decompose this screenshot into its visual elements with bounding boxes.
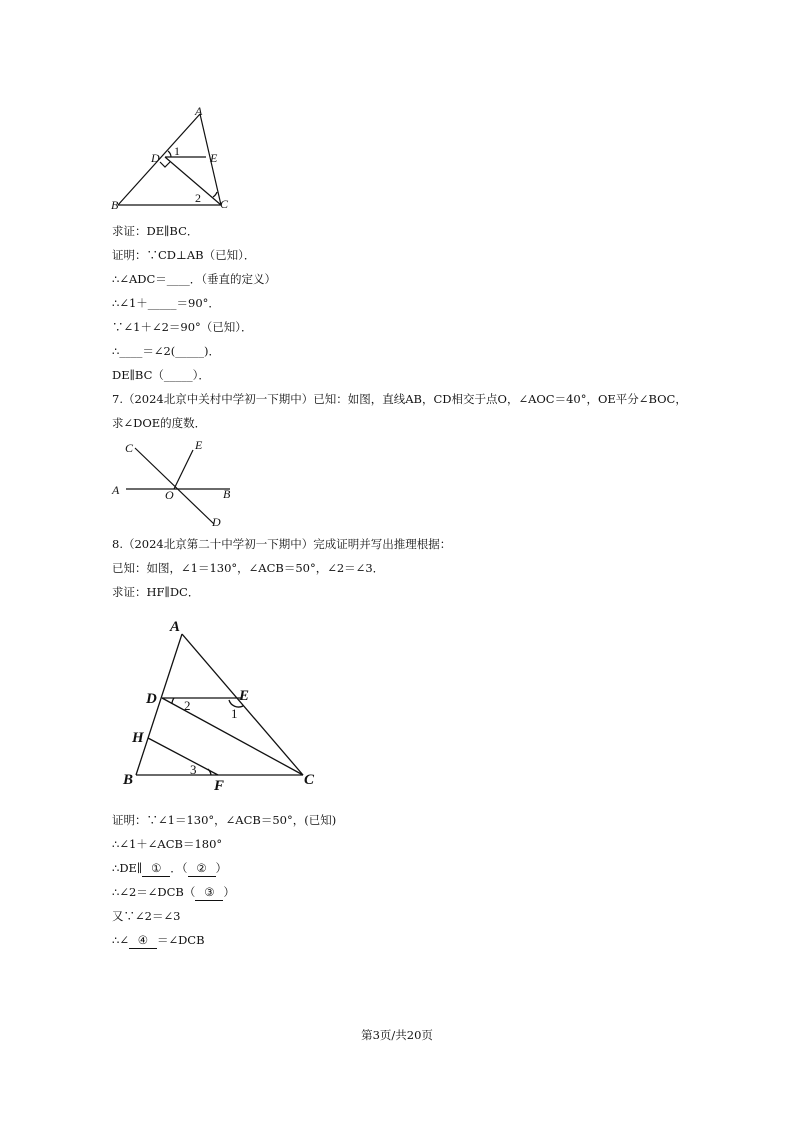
label-angle-2: 2 <box>184 698 191 713</box>
question-8-line-1: 8.（2024北京第二十中学初一下期中）完成证明并写出推理根据： <box>112 537 452 551</box>
label-d: D <box>151 151 160 165</box>
label-a: A <box>112 483 120 497</box>
label-f: F <box>214 778 225 794</box>
blank-1[interactable]: ① <box>142 860 170 877</box>
label-angle-2: 2 <box>195 191 201 205</box>
question-7-line-2: 求∠DOE的度数． <box>112 416 207 430</box>
question-7-line-1: 7.（2024北京中关村中学初一下期中）已知：如图，直线AB，CD相交于点O，∠AOC＝40°，OE平分∠BOC， <box>112 392 687 406</box>
proof8-line-2: ∴∠1＋∠ACB＝180° <box>112 837 223 851</box>
proof8-line-6 <box>112 932 205 949</box>
figure-triangle-abc <box>108 104 238 216</box>
figure-intersecting-lines <box>108 436 248 532</box>
label-e: E <box>239 688 250 704</box>
proof8-line-3 <box>112 860 227 877</box>
proof-line-1: 证明：∵CD⊥AB（已知）． <box>112 248 256 262</box>
proof-line-4: ∵∠1＋∠2＝90°（已知）． <box>112 320 253 334</box>
question-8-line-3: 求证：HF∥DC． <box>112 585 200 599</box>
proof8-line-3-mid: ．（ <box>170 861 188 875</box>
proof8-line-1: 证明：∵∠1＝130°，∠ACB＝50°，(已知) <box>112 813 337 827</box>
proof-line-5: ∴____＝∠2(_____)． <box>112 344 220 358</box>
label-e: E <box>195 438 203 452</box>
proof8-line-4 <box>112 884 235 901</box>
proof8-line-4-pre: ∴∠2＝∠DCB（ <box>112 885 196 899</box>
proof-line-3: ∴∠1＋_____＝90°． <box>112 296 220 310</box>
proof8-line-5: 又∵∠2＝∠3 <box>112 909 181 923</box>
label-d: D <box>212 515 221 529</box>
figure-triangle-hf-dc <box>118 614 328 794</box>
label-a: A <box>170 619 181 635</box>
label-b: B <box>111 198 119 212</box>
label-o: O <box>165 488 174 502</box>
label-d: D <box>146 691 157 707</box>
proof8-line-3-pre: ∴DE∥ <box>112 861 143 875</box>
label-angle-1: 1 <box>231 706 238 721</box>
page-footer: 第3页/共20页 <box>361 1028 433 1042</box>
label-b: B <box>123 772 134 788</box>
label-c: C <box>220 197 229 211</box>
question-8-line-2: 已知：如图，∠1＝130°，∠ACB＝50°，∠2＝∠3． <box>112 561 385 575</box>
label-c: C <box>125 441 134 455</box>
label-angle-1: 1 <box>174 144 180 158</box>
prove-statement: 求证：DE∥BC． <box>112 224 199 238</box>
label-h: H <box>132 730 144 746</box>
blank-2[interactable]: ② <box>188 860 216 877</box>
blank-4[interactable]: ④ <box>129 932 157 949</box>
proof8-line-4-post: ） <box>223 885 235 899</box>
proof8-line-6-pre: ∴∠ <box>112 933 129 947</box>
label-b: B <box>223 487 231 501</box>
blank-3[interactable]: ③ <box>195 884 223 901</box>
label-a: A <box>195 104 203 118</box>
proof8-line-3-post: ） <box>215 861 227 875</box>
proof-line-2: ∴∠ADC＝____．（垂直的定义） <box>112 272 277 286</box>
label-angle-3: 3 <box>190 762 197 777</box>
label-c: C <box>304 772 315 788</box>
proof8-line-6-post: ＝∠DCB <box>156 933 205 947</box>
label-e: E <box>210 151 218 165</box>
proof-line-6: DE∥BC（_____）． <box>112 368 210 382</box>
